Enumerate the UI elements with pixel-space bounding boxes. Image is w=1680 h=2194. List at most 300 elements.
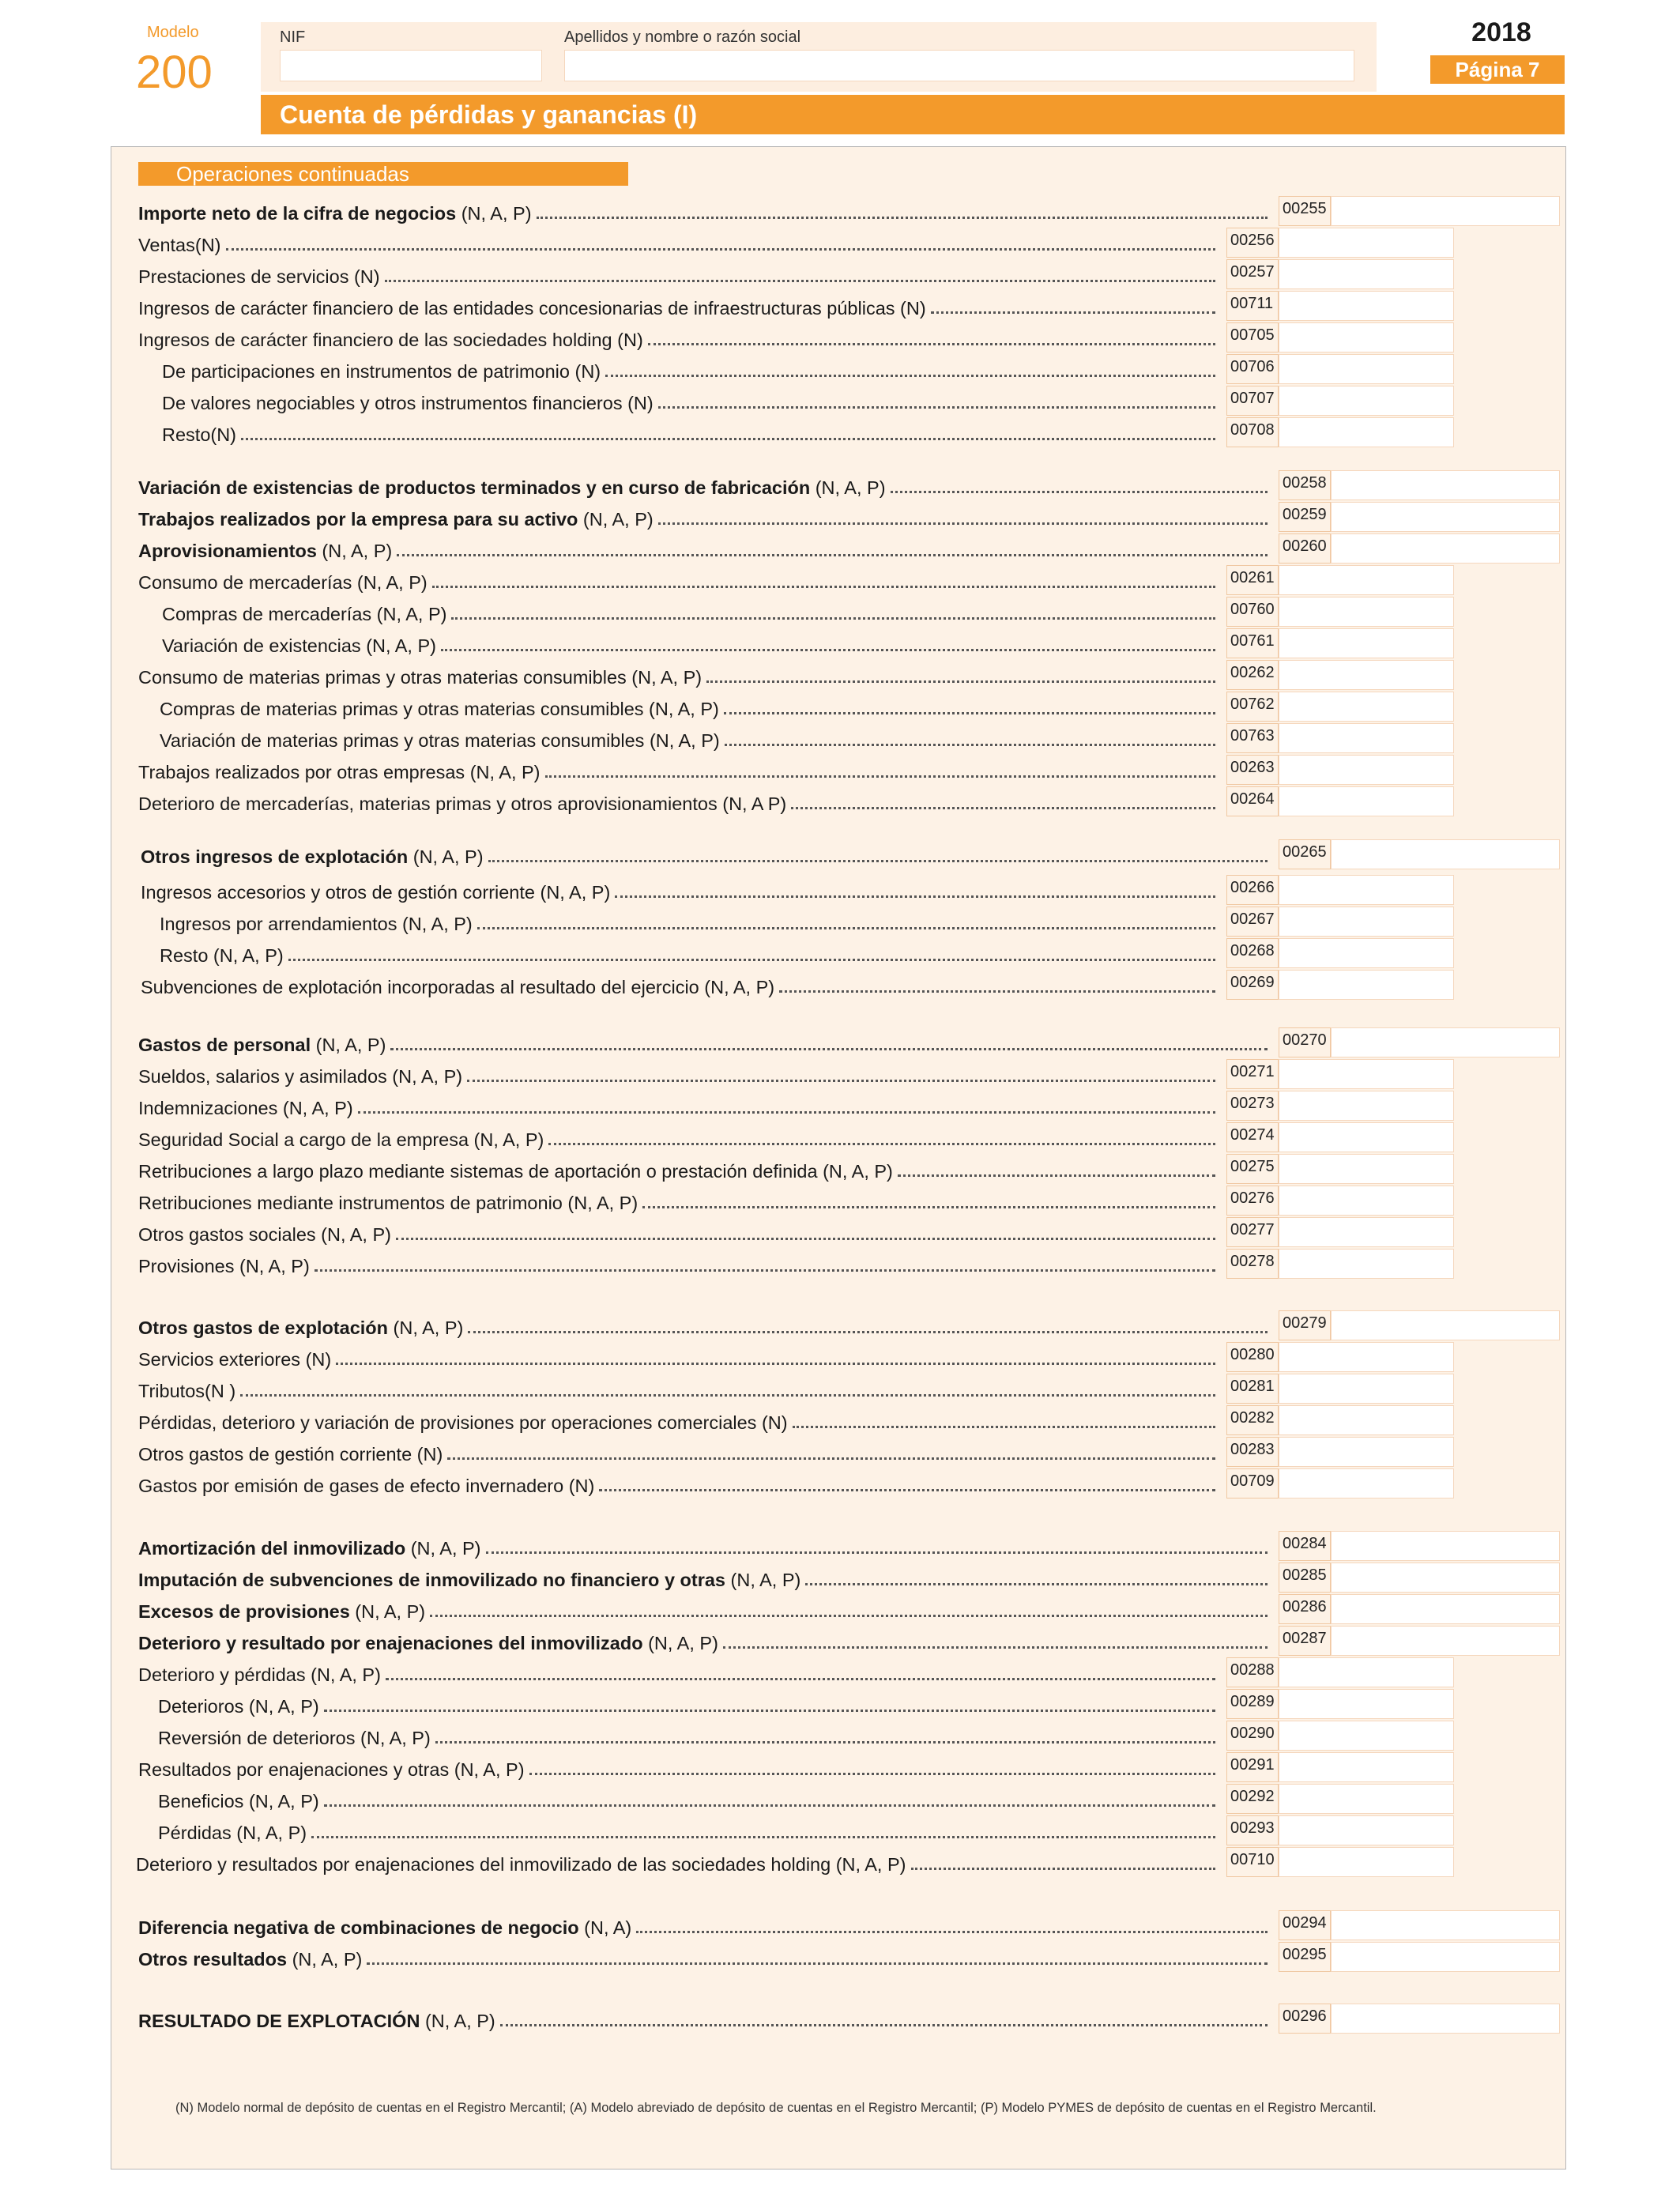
form-row-00282 xyxy=(0,1405,1680,1435)
box-code: 00705 xyxy=(1226,322,1279,352)
value-field[interactable] xyxy=(1279,1721,1454,1751)
row-label-text xyxy=(141,977,774,998)
value-field[interactable] xyxy=(1279,1689,1454,1719)
form-row-00705 xyxy=(0,322,1680,352)
box-code: 00283 xyxy=(1226,1437,1279,1467)
box-code: 00269 xyxy=(1226,970,1279,1000)
row-label xyxy=(138,1567,1272,1591)
row-label-normal: (N, A, P) xyxy=(725,1570,801,1590)
form-row-00259 xyxy=(0,502,1680,532)
row-label xyxy=(160,943,1220,967)
row-label-text xyxy=(138,1224,391,1246)
row-label-normal: Resto (N, A, P) xyxy=(160,945,284,966)
row-label-text xyxy=(138,1066,462,1088)
value-field[interactable] xyxy=(1279,1154,1454,1184)
value-field[interactable] xyxy=(1331,1594,1560,1624)
form-row-00293 xyxy=(0,1815,1680,1845)
form-row-00258 xyxy=(0,470,1680,500)
box-code: 00267 xyxy=(1226,907,1279,937)
row-label-normal: Ingresos de carácter financiero de las sociedades holding (N) xyxy=(138,330,643,350)
row-label xyxy=(138,2008,1272,2032)
value-field[interactable] xyxy=(1279,1374,1454,1404)
box-code: 00288 xyxy=(1226,1657,1279,1687)
box-code: 00762 xyxy=(1226,692,1279,722)
row-label-bold: Imputación de subvenciones de inmovilizado no financiero y otras xyxy=(138,1570,726,1590)
row-label-text xyxy=(138,1664,381,1686)
modelo-label: Modelo xyxy=(147,24,199,41)
value-field[interactable] xyxy=(1279,938,1454,968)
row-label xyxy=(138,1947,1272,1970)
box-code: 00760 xyxy=(1226,597,1279,627)
box-code: 00268 xyxy=(1226,938,1279,968)
value-field[interactable] xyxy=(1279,1468,1454,1498)
value-field[interactable] xyxy=(1331,502,1560,532)
row-label xyxy=(138,1473,1220,1497)
form-row-00291 xyxy=(0,1752,1680,1782)
row-label-normal: Deterioro de mercaderías, materias primas y otros aprovisionamientos (N, A P) xyxy=(138,794,787,814)
row-label xyxy=(138,1630,1272,1654)
form-row-00707 xyxy=(0,386,1680,416)
row-label-normal: Trabajos realizados por otras empresas (N, A, P) xyxy=(138,762,541,782)
box-code: 00711 xyxy=(1226,291,1279,321)
nif-field[interactable] xyxy=(280,50,542,81)
row-label-normal: Provisiones (N, A, P) xyxy=(138,1256,310,1276)
row-label-text xyxy=(138,1098,353,1119)
row-label-text xyxy=(138,1917,631,1939)
value-field[interactable] xyxy=(1279,1091,1454,1121)
row-label-text xyxy=(138,1349,331,1370)
form-row-00268 xyxy=(0,938,1680,968)
box-code: 00709 xyxy=(1226,1468,1279,1498)
row-label xyxy=(138,1032,1272,1056)
value-field[interactable] xyxy=(1279,1186,1454,1216)
value-field[interactable] xyxy=(1279,386,1454,416)
form-row-00280 xyxy=(0,1342,1680,1372)
value-field[interactable] xyxy=(1331,1310,1560,1340)
nif-label: NIF xyxy=(280,28,306,46)
row-label-bold: Importe neto de la cifra de negocios xyxy=(138,203,457,224)
row-label-normal: Ventas(N) xyxy=(138,235,221,255)
row-label xyxy=(138,327,1220,351)
leader-dots xyxy=(385,279,1215,282)
leader-dots xyxy=(931,311,1215,314)
row-label-normal: Ingresos por arrendamientos (N, A, P) xyxy=(160,914,473,934)
value-field[interactable] xyxy=(1279,628,1454,658)
value-field[interactable] xyxy=(1279,1249,1454,1279)
row-label-text xyxy=(138,1538,481,1559)
form-row-00255 xyxy=(0,196,1680,226)
leader-dots xyxy=(793,1425,1215,1428)
form-row-00295 xyxy=(0,1942,1680,1972)
row-label-text xyxy=(138,1633,718,1654)
row-label-text xyxy=(136,1854,906,1875)
row-label-text xyxy=(158,1696,319,1717)
row-label-normal: (N, A, P) xyxy=(420,2011,495,2031)
box-code: 00292 xyxy=(1226,1784,1279,1814)
value-field[interactable] xyxy=(1331,1027,1560,1057)
box-code: 00277 xyxy=(1226,1217,1279,1247)
leader-dots xyxy=(435,1740,1215,1744)
box-code: 00280 xyxy=(1226,1342,1279,1372)
row-label-bold: Otros ingresos de explotación xyxy=(141,846,409,867)
box-code: 00293 xyxy=(1226,1815,1279,1845)
leader-dots xyxy=(468,1330,1268,1333)
leader-dots xyxy=(891,490,1268,493)
leader-dots xyxy=(548,1142,1215,1145)
box-code: 00707 xyxy=(1226,386,1279,416)
value-field[interactable] xyxy=(1331,1942,1560,1972)
box-code: 00259 xyxy=(1279,502,1331,532)
value-field[interactable] xyxy=(1279,1784,1454,1814)
row-label xyxy=(138,538,1272,562)
row-label-bold: Diferencia negativa de combinaciones de negocio xyxy=(138,1917,579,1938)
form-row-00260 xyxy=(0,533,1680,564)
row-label-text xyxy=(160,699,719,720)
row-label-text xyxy=(162,361,601,383)
leader-dots xyxy=(725,743,1215,746)
row-label xyxy=(138,1915,1272,1939)
value-field[interactable] xyxy=(1279,1815,1454,1845)
row-label-normal: (N, A, P) xyxy=(810,477,886,498)
value-field[interactable] xyxy=(1331,1563,1560,1593)
box-code: 00708 xyxy=(1226,417,1279,447)
value-field[interactable] xyxy=(1279,1437,1454,1467)
box-code: 00294 xyxy=(1279,1910,1331,1940)
value-field[interactable] xyxy=(1279,1059,1454,1089)
value-field[interactable] xyxy=(1279,1657,1454,1687)
row-label-text xyxy=(138,1318,463,1339)
row-label-bold: Deterioro y resultado por enajenaciones del inmovilizado xyxy=(138,1633,643,1653)
leader-dots xyxy=(599,1488,1215,1491)
value-field[interactable] xyxy=(1279,1847,1454,1877)
form-row-00760 xyxy=(0,597,1680,627)
row-label-text xyxy=(138,1256,310,1277)
value-field[interactable] xyxy=(1331,839,1560,869)
form-row-00710 xyxy=(0,1847,1680,1877)
name-label: Apellidos y nombre o razón social xyxy=(564,28,801,46)
row-label-text xyxy=(138,1759,525,1781)
row-label xyxy=(136,1852,1220,1875)
row-label xyxy=(160,911,1220,935)
value-field[interactable] xyxy=(1279,322,1454,352)
box-code: 00289 xyxy=(1226,1689,1279,1719)
form-row-00708 xyxy=(0,417,1680,447)
row-label-text xyxy=(141,846,484,868)
form-row-00287 xyxy=(0,1626,1680,1656)
row-label-normal: Pérdidas (N, A, P) xyxy=(158,1823,307,1843)
value-field[interactable] xyxy=(1279,259,1454,289)
row-label xyxy=(138,507,1272,530)
year-label: 2018 xyxy=(1471,17,1531,47)
leader-dots xyxy=(911,1867,1216,1870)
value-field[interactable] xyxy=(1331,2004,1560,2034)
value-field[interactable] xyxy=(1279,723,1454,753)
row-label-text xyxy=(138,1949,362,1970)
leader-dots xyxy=(386,1677,1215,1680)
form-row-00706 xyxy=(0,354,1680,384)
row-label-normal: (N, A, P) xyxy=(316,541,393,561)
value-field[interactable] xyxy=(1279,907,1454,937)
row-label-text xyxy=(138,541,392,562)
row-label-normal: Beneficios (N, A, P) xyxy=(158,1791,319,1811)
leader-dots xyxy=(658,522,1268,525)
row-label xyxy=(138,1315,1272,1339)
row-label-text xyxy=(138,1129,544,1151)
leader-dots xyxy=(241,437,1215,440)
row-label xyxy=(138,665,1220,688)
row-label-normal: Seguridad Social a cargo de la empresa (N, A, P) xyxy=(138,1129,544,1150)
leader-dots xyxy=(805,1582,1268,1585)
form-row-00267 xyxy=(0,907,1680,937)
leader-dots xyxy=(791,806,1215,809)
box-code: 00274 xyxy=(1226,1122,1279,1152)
box-code: 00266 xyxy=(1226,875,1279,905)
row-label xyxy=(138,791,1220,815)
row-label xyxy=(138,1127,1220,1151)
row-label-text xyxy=(138,1444,443,1465)
row-label-text xyxy=(160,945,284,967)
leader-dots xyxy=(311,1835,1215,1838)
box-code: 00281 xyxy=(1226,1374,1279,1404)
box-code: 00761 xyxy=(1226,628,1279,658)
value-field[interactable] xyxy=(1279,597,1454,627)
value-field[interactable] xyxy=(1279,970,1454,1000)
box-code: 00260 xyxy=(1279,533,1331,564)
box-code: 00278 xyxy=(1226,1249,1279,1279)
row-label-normal: Indemnizaciones (N, A, P) xyxy=(138,1098,353,1118)
box-code: 00279 xyxy=(1279,1310,1331,1340)
row-label-text xyxy=(138,1601,425,1623)
row-label-normal: Consumo de mercaderías (N, A, P) xyxy=(138,572,428,593)
form-row-00277 xyxy=(0,1217,1680,1247)
row-label xyxy=(138,1599,1272,1623)
box-code: 00290 xyxy=(1226,1721,1279,1751)
row-label-normal: Compras de materias primas y otras materias consumibles (N, A, P) xyxy=(160,699,719,719)
leader-dots xyxy=(288,958,1215,961)
modelo-number: 200 xyxy=(136,47,213,98)
box-code: 00286 xyxy=(1279,1594,1331,1624)
form-row-00284 xyxy=(0,1531,1680,1561)
row-label xyxy=(138,1253,1220,1277)
row-label-normal: (N, A, P) xyxy=(349,1601,426,1622)
form-row-00262 xyxy=(0,660,1680,690)
leader-dots xyxy=(500,2023,1268,2026)
row-label-text xyxy=(160,914,473,935)
row-label xyxy=(138,1064,1220,1088)
row-label-bold: Otros resultados xyxy=(138,1949,288,1970)
box-code: 00296 xyxy=(1279,2004,1331,2034)
footnote: (N) Modelo normal de depósito de cuentas en el Registro Mercantil; (A) Modelo abreviado de depósito de cuentas en el Registro Mercantil; (P) Modelo PYMES de depósito de cuentas en el Registro Mercantil. xyxy=(175,2101,1377,2115)
row-label-text xyxy=(138,1381,235,1402)
row-label-text xyxy=(138,1412,788,1434)
form-row-00279 xyxy=(0,1310,1680,1340)
form-row-00290 xyxy=(0,1721,1680,1751)
name-field[interactable] xyxy=(564,50,1354,81)
box-code: 00256 xyxy=(1226,228,1279,258)
form-row-00264 xyxy=(0,786,1680,816)
leader-dots xyxy=(390,1047,1268,1050)
box-code: 00763 xyxy=(1226,723,1279,753)
form-row-00289 xyxy=(0,1689,1680,1719)
row-label-normal: Deterioro y resultados por enajenaciones del inmovilizado de las sociedades holding (N, A, P) xyxy=(136,1854,906,1875)
leader-dots xyxy=(226,247,1216,251)
row-label-text xyxy=(160,730,720,752)
leader-dots xyxy=(324,1804,1215,1807)
leader-dots xyxy=(898,1174,1215,1177)
header-panel xyxy=(261,22,1377,92)
value-field[interactable] xyxy=(1279,1217,1454,1247)
row-label-bold: Aprovisionamientos xyxy=(138,541,317,561)
row-label xyxy=(138,1190,1220,1214)
leader-dots xyxy=(397,553,1268,556)
row-label-normal: Subvenciones de explotación incorporadas al resultado del ejercicio (N, A, P) xyxy=(141,977,775,997)
row-label-normal: Reversión de deterioros (N, A, P) xyxy=(158,1728,431,1748)
row-label xyxy=(162,422,1220,446)
box-code: 00275 xyxy=(1226,1154,1279,1184)
form-row-00762 xyxy=(0,692,1680,722)
value-field[interactable] xyxy=(1279,228,1454,258)
form-row-00278 xyxy=(0,1249,1680,1279)
value-field[interactable] xyxy=(1279,692,1454,722)
row-label xyxy=(138,1757,1220,1781)
leader-dots xyxy=(336,1362,1215,1365)
row-label-bold: Excesos de provisiones xyxy=(138,1601,350,1622)
value-field[interactable] xyxy=(1331,196,1560,226)
row-label-text xyxy=(138,1193,638,1214)
row-label-normal: (N, A, P) xyxy=(578,509,654,530)
row-label xyxy=(138,1536,1272,1559)
row-label xyxy=(138,232,1220,256)
leader-dots xyxy=(545,775,1216,778)
leader-dots xyxy=(451,616,1215,620)
value-field[interactable] xyxy=(1331,1531,1560,1561)
form-row-00271 xyxy=(0,1059,1680,1089)
row-label xyxy=(160,728,1220,752)
row-label xyxy=(162,359,1220,383)
value-field[interactable] xyxy=(1331,1626,1560,1656)
row-label-text xyxy=(138,1476,594,1497)
row-label-bold: Otros gastos de explotación xyxy=(138,1318,389,1338)
form-row-00276 xyxy=(0,1186,1680,1216)
value-field[interactable] xyxy=(1279,417,1454,447)
value-field[interactable] xyxy=(1331,470,1560,500)
row-label-text xyxy=(138,266,380,288)
form-row-00761 xyxy=(0,628,1680,658)
row-label xyxy=(138,760,1220,783)
form-row-00266 xyxy=(0,875,1680,905)
row-label-normal: Gastos por emisión de gases de efecto invernadero (N) xyxy=(138,1476,595,1496)
leader-dots xyxy=(447,1457,1215,1460)
box-code: 00258 xyxy=(1279,470,1331,500)
box-code: 00706 xyxy=(1226,354,1279,384)
row-label-text xyxy=(138,1570,800,1591)
box-code: 00276 xyxy=(1226,1186,1279,1216)
box-code: 00291 xyxy=(1226,1752,1279,1782)
value-field[interactable] xyxy=(1279,660,1454,690)
value-field[interactable] xyxy=(1279,1752,1454,1782)
row-label-text xyxy=(138,235,221,256)
row-label xyxy=(162,390,1220,414)
box-code: 00287 xyxy=(1279,1626,1331,1656)
form-row-00275 xyxy=(0,1154,1680,1184)
leader-dots xyxy=(615,895,1215,898)
row-label-normal: Compras de mercaderías (N, A, P) xyxy=(162,604,447,624)
leader-dots xyxy=(779,990,1215,993)
row-label-text xyxy=(138,572,428,594)
value-field[interactable] xyxy=(1279,786,1454,816)
row-label-text xyxy=(158,1728,431,1749)
row-label xyxy=(138,570,1220,594)
row-label-text xyxy=(138,477,886,499)
row-label-bold: RESULTADO DE EXPLOTACIÓN xyxy=(138,2011,420,2031)
form-row-00256 xyxy=(0,228,1680,258)
value-field[interactable] xyxy=(1279,565,1454,595)
value-field[interactable] xyxy=(1279,875,1454,905)
row-label-normal: (N, A, P) xyxy=(642,1633,718,1653)
row-label-normal: Tributos(N ) xyxy=(138,1381,236,1401)
leader-dots xyxy=(486,1551,1268,1554)
row-label-normal: Servicios exteriores (N) xyxy=(138,1349,332,1370)
value-field[interactable] xyxy=(1279,1122,1454,1152)
page-badge: Página 7 xyxy=(1430,55,1565,84)
value-field[interactable] xyxy=(1331,533,1560,564)
row-label xyxy=(138,201,1272,224)
form-row-00261 xyxy=(0,565,1680,595)
row-label-normal: De participaciones en instrumentos de patrimonio (N) xyxy=(162,361,601,382)
row-label-text xyxy=(162,604,446,625)
row-label-normal: Prestaciones de servicios (N) xyxy=(138,266,380,287)
row-label xyxy=(138,296,1220,319)
value-field[interactable] xyxy=(1331,1910,1560,1940)
form-row-00257 xyxy=(0,259,1680,289)
leader-dots xyxy=(706,680,1215,683)
value-field[interactable] xyxy=(1279,1342,1454,1372)
box-code: 00264 xyxy=(1226,786,1279,816)
row-label-normal: Deterioros (N, A, P) xyxy=(158,1696,319,1717)
box-code: 00295 xyxy=(1279,1942,1331,1972)
row-label-text xyxy=(138,203,532,224)
row-label xyxy=(138,1159,1220,1182)
row-label-normal: (N, A, P) xyxy=(311,1035,386,1055)
value-field[interactable] xyxy=(1279,291,1454,321)
row-label-text xyxy=(138,762,541,783)
leader-dots xyxy=(724,711,1215,714)
row-label xyxy=(141,974,1220,998)
row-label-normal: De valores negociables y otros instrumentos financieros (N) xyxy=(162,393,654,413)
box-code: 00261 xyxy=(1226,565,1279,595)
leader-dots xyxy=(430,1614,1268,1617)
row-label xyxy=(162,601,1220,625)
value-field[interactable] xyxy=(1279,755,1454,785)
value-field[interactable] xyxy=(1279,354,1454,384)
row-label xyxy=(138,264,1220,288)
row-label-normal: (N, A, P) xyxy=(456,203,532,224)
leader-dots xyxy=(240,1393,1215,1397)
row-label-normal: Resultados por enajenaciones y otras (N, A, P) xyxy=(138,1759,525,1780)
row-label-text xyxy=(138,794,786,815)
box-code: 00263 xyxy=(1226,755,1279,785)
value-field[interactable] xyxy=(1279,1405,1454,1435)
form-row-00285 xyxy=(0,1563,1680,1593)
leader-dots xyxy=(324,1709,1215,1712)
row-label-text xyxy=(138,509,654,530)
row-label-text xyxy=(138,298,926,319)
form-row-00709 xyxy=(0,1468,1680,1498)
row-label-normal: (N, A) xyxy=(578,1917,632,1938)
row-label-normal: Otros gastos sociales (N, A, P) xyxy=(138,1224,391,1245)
row-label-bold: Trabajos realizados por la empresa para su activo xyxy=(138,509,578,530)
form-row-00296 xyxy=(0,2004,1680,2034)
